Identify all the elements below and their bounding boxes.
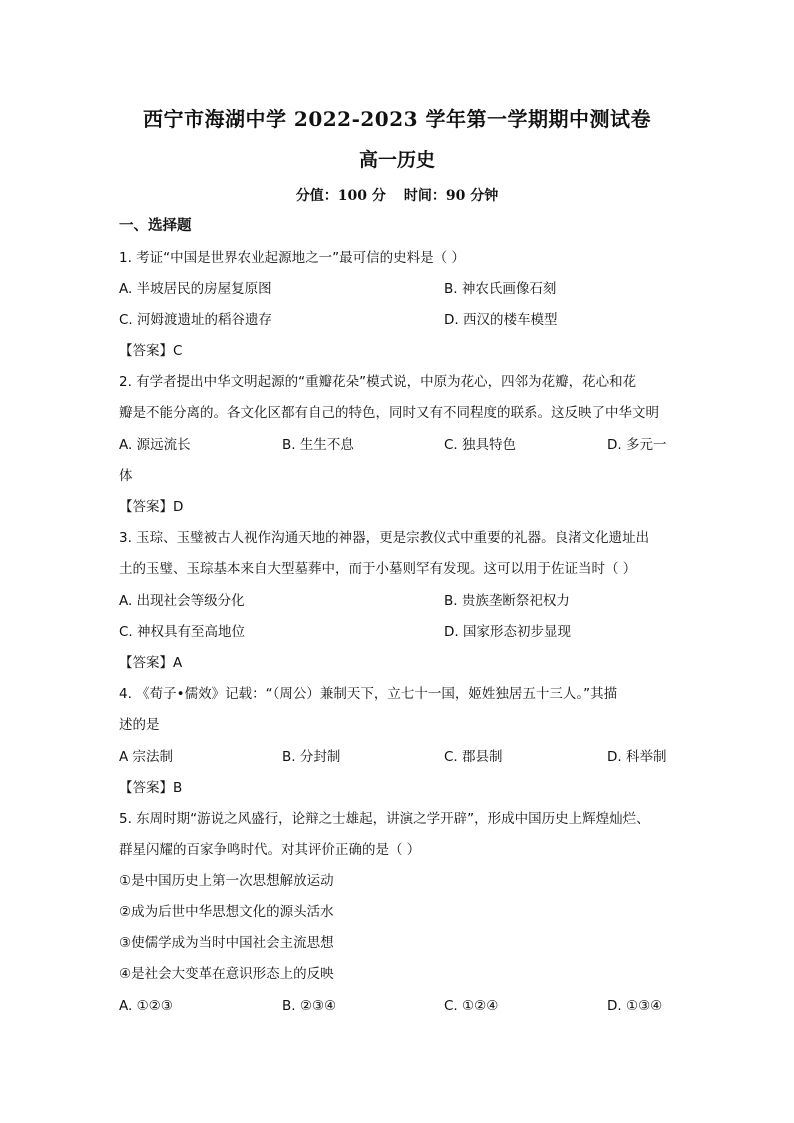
question-5-statement-4: ④是社会大变革在意识形态上的反映 xyxy=(119,966,334,982)
question-4-option-b: B. 分封制 xyxy=(282,749,341,765)
question-3-option-c: C. 神权具有至高地位 xyxy=(119,624,246,640)
question-3-option-d: D. 国家形态初步显现 xyxy=(444,624,571,640)
question-2-option-b: B. 生生不息 xyxy=(282,437,354,453)
question-3-option-b: B. 贵族垄断祭祀权力 xyxy=(444,593,570,609)
question-2-option-c: C. 独具特色 xyxy=(444,437,517,453)
question-1-option-c: C. 河姆渡遗址的稻谷遗存 xyxy=(119,312,273,328)
question-5-option-a: A. ①②③ xyxy=(119,998,173,1014)
question-1-option-b: B. 神农氏画像石刻 xyxy=(444,281,557,297)
question-5-option-b: B. ②③④ xyxy=(282,998,337,1014)
exam-subtitle: 高一历史 xyxy=(358,149,435,171)
question-1-option-a: A. 半坡居民的房屋复原图 xyxy=(119,281,272,297)
question-5-statement-2: ②成为后世中华思想文化的源头活水 xyxy=(119,904,334,920)
question-4-option-c: C. 郡县制 xyxy=(444,749,503,765)
question-1-option-d: D. 西汉的楼车模型 xyxy=(444,312,558,328)
question-2-option-a: A. 源远流长 xyxy=(119,437,191,453)
question-2-stem-line-1: 2. 有学者提出中华文明起源的“重瓣花朵”模式说，中原为花心，四邻为花瓣，花心和花 xyxy=(119,374,637,390)
exam-title: 西宁市海湖中学 2022-2023 学年第一学期期中测试卷 xyxy=(142,107,652,131)
question-3-stem-line-2: 土的玉璧、玉琮基本来自大型墓葬中，而于小墓则罕有发现。这可以用于佐证当时（ ） xyxy=(119,561,637,577)
question-4-option-a: A 宗法制 xyxy=(119,749,174,765)
section-heading: 一、选择题 xyxy=(119,218,192,234)
question-3-stem-line-1: 3. 玉琮、玉璧被古人视作沟通天地的神器，更是宗教仪式中重要的礼器。良渚文化遗址出 xyxy=(119,530,650,546)
question-5-option-c: C. ①②④ xyxy=(444,998,499,1014)
question-2-answer: 【答案】D xyxy=(119,499,184,515)
question-2-stem-line-2: 瓣是不能分离的。各文化区都有自己的特色，同时又有不同程度的联系。这反映了中华文明 xyxy=(119,405,659,421)
score-label: 分值：100 分 xyxy=(295,188,386,204)
exam-meta xyxy=(0,185,794,205)
question-5-statement-1: ①是中国历史上第一次思想解放运动 xyxy=(119,873,334,889)
question-5-stem-line-2: 群星闪耀的百家争鸣时代。对其评价正确的是（ ） xyxy=(119,842,421,858)
question-5-option-d: D. ①③④ xyxy=(607,998,663,1014)
question-4-stem-line-2: 述的是 xyxy=(119,717,160,733)
question-1-answer: 【答案】C xyxy=(119,343,183,359)
question-5-statement-3: ③使儒学成为当时中国社会主流思想 xyxy=(119,935,334,951)
question-2-option-d: D. 多元一 xyxy=(607,437,667,453)
question-2-option-continuation: 体 xyxy=(119,468,133,484)
question-4-option-d: D. 科举制 xyxy=(607,749,667,765)
question-4-stem-line-1: 4. 《荀子•儒效》记载：“（周公）兼制天下，立七十一国，姬姓独居五十三人。”其描 xyxy=(119,686,618,702)
question-1-stem: 1. 考证“中国是世界农业起源地之一”最可信的史料是（ ） xyxy=(119,250,465,266)
question-4-answer: 【答案】B xyxy=(119,780,183,796)
question-3-option-a: A. 出现社会等级分化 xyxy=(119,593,245,609)
time-label: 时间：90 分钟 xyxy=(403,188,499,204)
question-3-answer: 【答案】A xyxy=(119,655,183,671)
question-5-stem-line-1: 5. 东周时期“游说之风盛行，论辩之士雄起，讲演之学开辟”，形成中国历史上辉煌灿烂、 xyxy=(119,811,650,827)
